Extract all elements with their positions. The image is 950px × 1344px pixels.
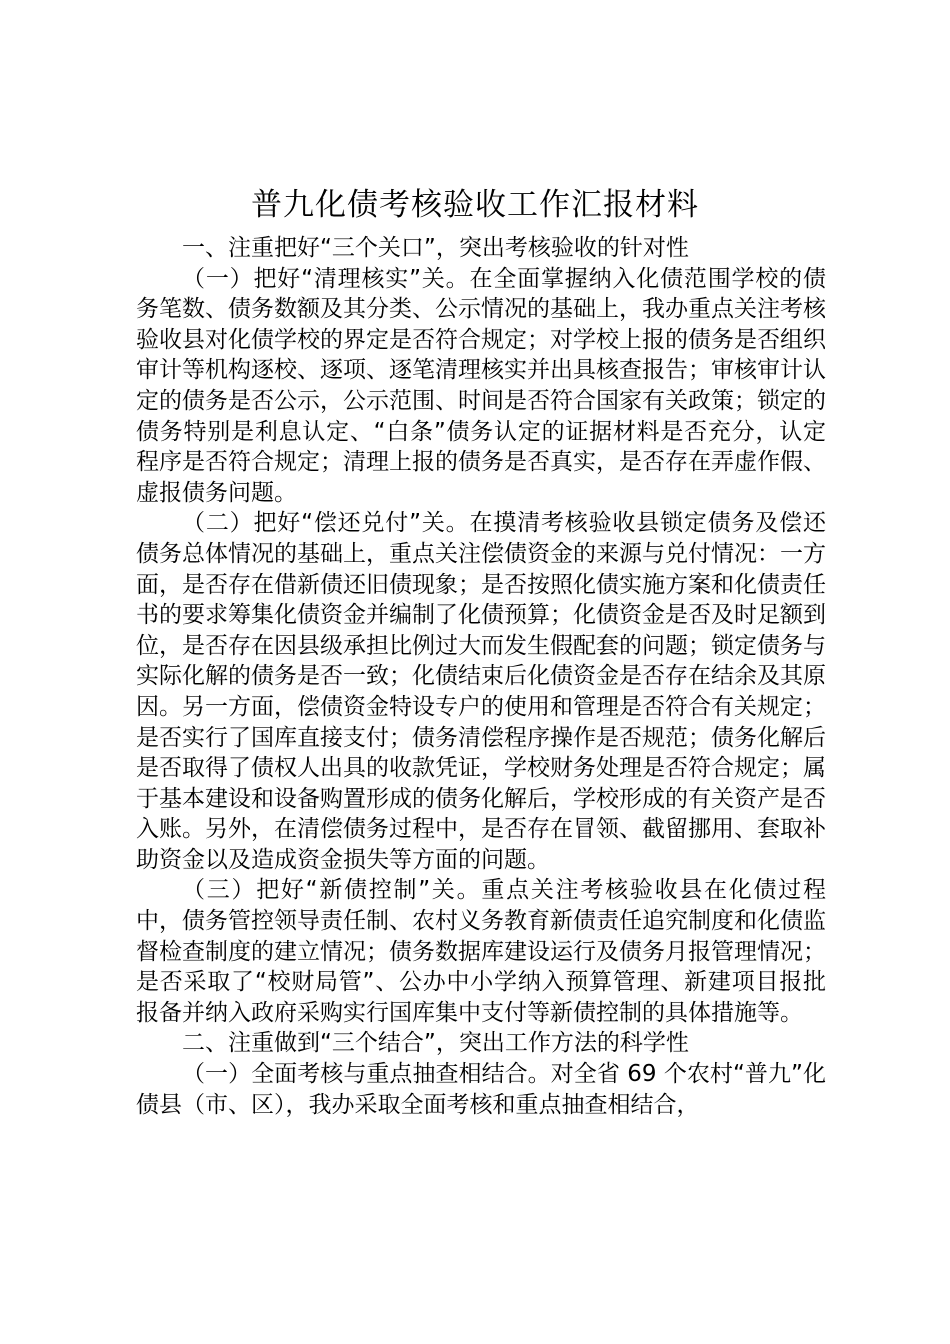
paragraph-new-debt-checkpoint: （三）把好“新债控制”关。重点关注考核验收县在化债过程中，债务管控领导责任制、农村义务教育新债责任追究制度和化债监督检查制度的建立情况；债务数据库建设运行及债务月报管理情况；是否采取了“校财局管”、公办中小学纳入预算管理、新建项目报批报备并纳入政府采购实行国库集中支付等新债控制的具体措施等。: [136, 877, 826, 1026]
section-heading-1: 一、注重把好“三个关口”，突出考核验收的针对性: [182, 235, 689, 261]
document-body: [136, 233, 826, 1120]
paragraph-comprehensive-assessment: （一）全面考核与重点抽查相结合。对全省 69 个农村“普九”化债县（市、区），我办采取全面考核和重点抽查相结合，: [136, 1061, 826, 1118]
paragraph-repayment-checkpoint: （二）把好“偿还兑付”关。在摸清考核验收县锁定债务及偿还债务总体情况的基础上，重点关注偿债资金的来源与兑付情况：一方面，是否存在借新债还旧债现象；是否按照化债实施方案和化债责任书的要求筹集化债资金并编制了化债预算；化债资金是否及时足额到位，是否存在因县级承担比例过大而发生假配套的问题；锁定债务与实际化解的债务是否一致；化债结束后化债资金是否存在结余及其原因。另一方面，偿债资金特设专户的使用和管理是否符合有关规定；是否实行了国库直接支付；债务清偿程序操作是否规范；债务化解后是否取得了债权人出具的收款凭证，学校财务处理是否符合规定；属于基本建设和设备购置形成的债务化解后，学校形成的有关资产是否入账。另外，在清偿债务过程中，是否存在冒领、截留挪用、套取补助资金以及造成资金损失等方面的问题。: [136, 510, 826, 873]
paragraph-verification-checkpoint: （一）把好“清理核实”关。在全面掌握纳入化债范围学校的债务笔数、债务数额及其分类、公示情况的基础上，我办重点关注考核验收县对化债学校的界定是否符合规定；对学校上报的债务是否组织审计等机构逐校、逐项、逐笔清理核实并出具核查报告；审核审计认定的债务是否公示，公示范围、时间是否符合国家有关政策；锁定的债务特别是利息认定、“白条”债务认定的证据材料是否充分，认定程序是否符合规定；清理上报的债务是否真实，是否存在弄虚作假、虚报债务问题。: [136, 265, 826, 506]
document-title: 普九化债考核验收工作汇报材料: [251, 187, 699, 223]
section-heading-2: 二、注重做到“三个结合”，突出工作方法的科学性: [182, 1030, 689, 1057]
